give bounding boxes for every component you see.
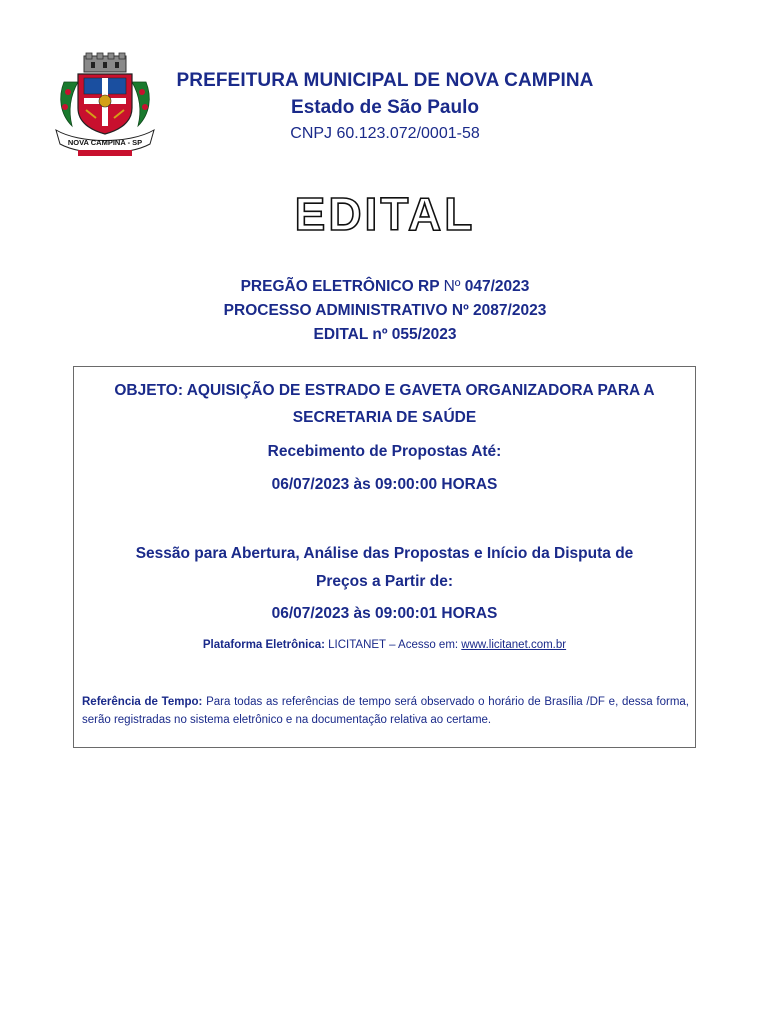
cnpj-label: CNPJ 60.123.072/0001-58 [290,125,480,142]
pregao-line: PREGÃO ELETRÔNICO RP Nº 047/2023 [240,278,530,295]
municipality-title: PREFEITURA MUNICIPAL DE NOVA CAMPINA [176,70,594,91]
licitanet-link[interactable]: www.licitanet.com.br [461,639,567,651]
notice-box [73,366,696,748]
objeto-text: OBJETO: AQUISIÇÃO DE ESTRADO E GAVETA ORGANIZADORA PARA A SECRETARIA DE SAÚDE [114,382,655,426]
processo-line: PROCESSO ADMINISTRATIVO Nº 2087/2023 [223,302,547,319]
recebimento-date: 06/07/2023 às 09:00:00 HORAS [271,476,498,493]
header-text [160,70,610,143]
sessao-label-2: Preços a Partir de: [316,573,453,590]
crest-text: NOVA CAMPINA - SP [67,138,143,147]
edital-heading [0,186,770,246]
state-label: Estado de São Paulo [291,97,479,118]
process-info [0,275,770,347]
svg-text:EDITAL: EDITAL [294,188,476,240]
coat-of-arms-icon [50,52,160,157]
sessao-date: 06/07/2023 às 09:00:01 HORAS [271,605,498,622]
document-header [50,52,720,162]
edital-number-line: EDITAL nº 055/2023 [313,326,457,343]
recebimento-label: Recebimento de Propostas Até: [267,443,502,460]
plataforma-line: Plataforma Eletrônica: LICITANET – Acesso em: www.licitanet.com.br [202,639,567,651]
referencia-tempo: Referência de Tempo: Para todas as referências de tempo será observado o horário de Brasília /DF e, dessa forma, serão registradas no sistema eletrônico e na documentação relativa ao certame. [82,696,689,726]
sessao-label-1: Sessão para Abertura, Análise das Propostas e Início da Disputa de [135,545,634,562]
